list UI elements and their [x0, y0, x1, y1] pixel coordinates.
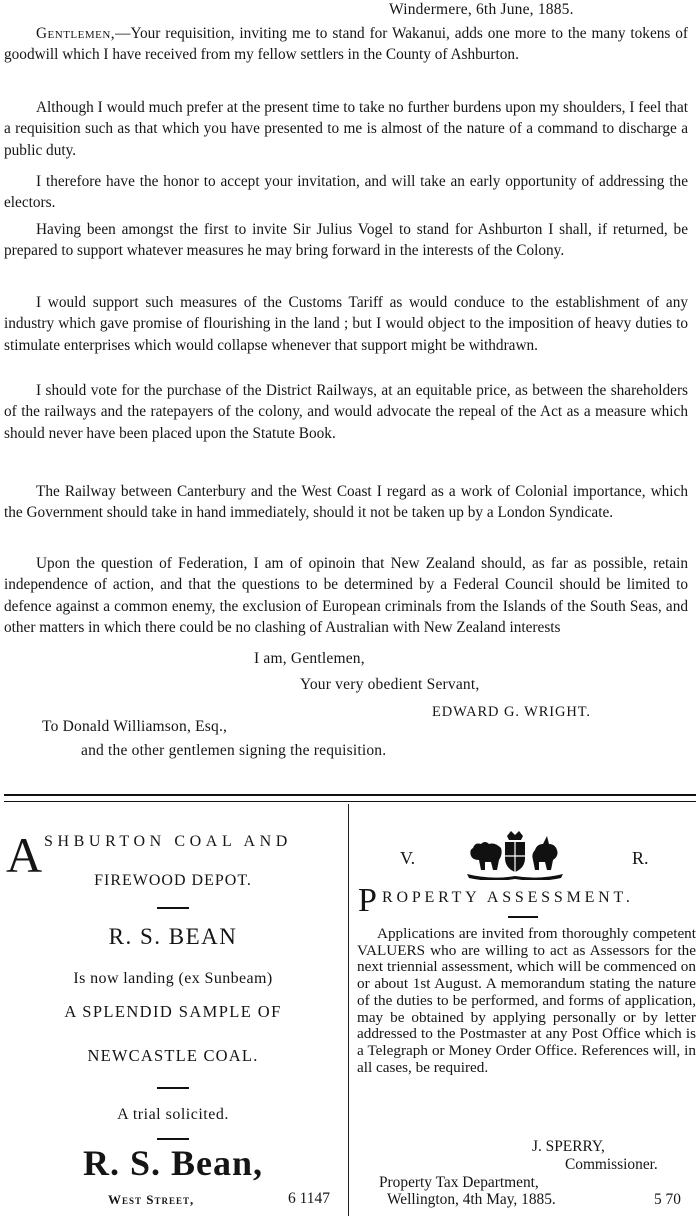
coal-ad-trial: A trial solicited.	[117, 1106, 229, 1123]
coal-ad-landing: Is now landing (ex Sunbeam)	[73, 970, 273, 987]
coal-depot-advertisement	[0, 800, 346, 1219]
coal-ad-street: West Street,	[108, 1192, 195, 1207]
letter-paragraph-7: The Railway between Canterbury and the West Coast I regard as a work of Colonial importance, which the Government should take in hand immediately, should it not be taken up by a London Syndicate.	[4, 483, 688, 522]
letter-signature: EDWARD G. WRIGHT.	[432, 704, 591, 720]
letter-paragraph-6: I should vote for the purchase of the District Railways, at an equitable price, as between the shareholders of the railways and the ratepayers of the colony, and would advocate the repeal of the Act as a measure which should never have been placed upon the Statute Book.	[4, 382, 688, 442]
letter-servant-line: Your very obedient Servant,	[300, 676, 480, 693]
property-ad-signer: J. SPERRY,	[532, 1138, 605, 1155]
property-ad-code: 5 70	[654, 1191, 681, 1208]
coal-ad-rule-2	[157, 1087, 189, 1089]
coal-ad-merchant-name-large: R. S. Bean,	[82, 1143, 264, 1183]
letter-addressee-line-2: and the other gentlemen signing the requisition.	[81, 742, 387, 759]
royal-cipher-v: V.	[400, 848, 416, 868]
letter-closing: I am, Gentlemen,	[254, 650, 365, 667]
property-ad-department: Property Tax Department,	[379, 1174, 539, 1191]
letter-paragraph-1-text: —Your requisition, inviting me to stand for Wakanui, adds one more to the many tokens of goodwill which I have received from my fellow settlers in the County of Ashburton.	[4, 25, 688, 64]
letter-paragraph-2: Although I would much prefer at the present time to take no further burdens upon my shoulders, I feel that a requisition such as that which you have presented to me is almost of the nature of a command to discharge a public duty.	[4, 99, 688, 159]
property-ad-signer-title: Commissioner.	[565, 1156, 658, 1173]
coal-ad-merchant-name: R. S. BEAN	[108, 924, 238, 949]
letter-salutation: Gentlemen,	[36, 25, 116, 42]
letter-paragraph-8: Upon the question of Federation, I am of opinoin that New Zealand should, as far as possible, retain independence of action, and that the questions to be determined by a Federal Council should be limited to defence against a common enemy, the exclusion of European criminals from the Islands of the South Seas, and other matters in which there could be no clashing of Australian with New Zealand interests	[4, 555, 688, 637]
coal-ad-depot: FIREWOOD DEPOT.	[94, 872, 252, 889]
property-ad-body: Applications are invited from thoroughly competent VALUERS who are willing to act as Assessors for the next triennial assessment, which will be commenced on or about 1st August. A memorandum stating the nature of the duties to be performed, and forms of application, may be obtained by applying personally or by letter addressed to the Postmaster at any Post Office which is a Telegraph or Money Order Office. References will, in all cases, be required.	[357, 925, 696, 1076]
property-ad-dropcap: P	[358, 882, 377, 919]
coal-ad-rule-1	[157, 907, 189, 909]
coal-ad-dropcap: A	[6, 827, 43, 883]
coal-ad-heading: SHBURTON COAL AND	[44, 833, 292, 850]
property-assessment-advertisement	[350, 800, 700, 1219]
letter-paragraph-1	[4, 23, 688, 66]
property-ad-place-date: Wellington, 4th May, 1885.	[387, 1191, 556, 1208]
royal-coat-of-arms-icon	[455, 830, 575, 880]
royal-cipher-r: R.	[632, 848, 649, 868]
coal-ad-coal: NEWCASTLE COAL.	[87, 1046, 259, 1065]
column-divider	[348, 804, 349, 1216]
letter-paragraph-4: Having been amongst the first to invite Sir Julius Vogel to stand for Ashburton I shall, if returned, be prepared to support whatever measures he may bring forward in the interests of the Colony.	[4, 221, 688, 260]
letter-dateline: Windermere, 6th June, 1885.	[389, 1, 574, 18]
property-ad-rule	[508, 916, 538, 918]
coal-ad-rule-3	[157, 1138, 189, 1140]
coal-ad-code: 6 1147	[288, 1190, 331, 1207]
property-ad-heading: ROPERTY ASSESSMENT.	[382, 889, 634, 906]
letter-addressee: To Donald Williamson, Esq.,	[42, 718, 228, 735]
letter-paragraph-3: I therefore have the honor to accept your invitation, and will take an early opportunity of addressing the electors.	[4, 173, 688, 212]
letter-paragraph-5: I would support such measures of the Customs Tariff as would conduce to the establishment of any industry which gave promise of flourishing in the land ; but I would object to the imposition of heavy duties to stimulate enterprises which would collapse whenever that support might be withdrawn.	[4, 294, 688, 354]
coal-ad-sample: A SPLENDID SAMPLE OF	[64, 1002, 282, 1021]
